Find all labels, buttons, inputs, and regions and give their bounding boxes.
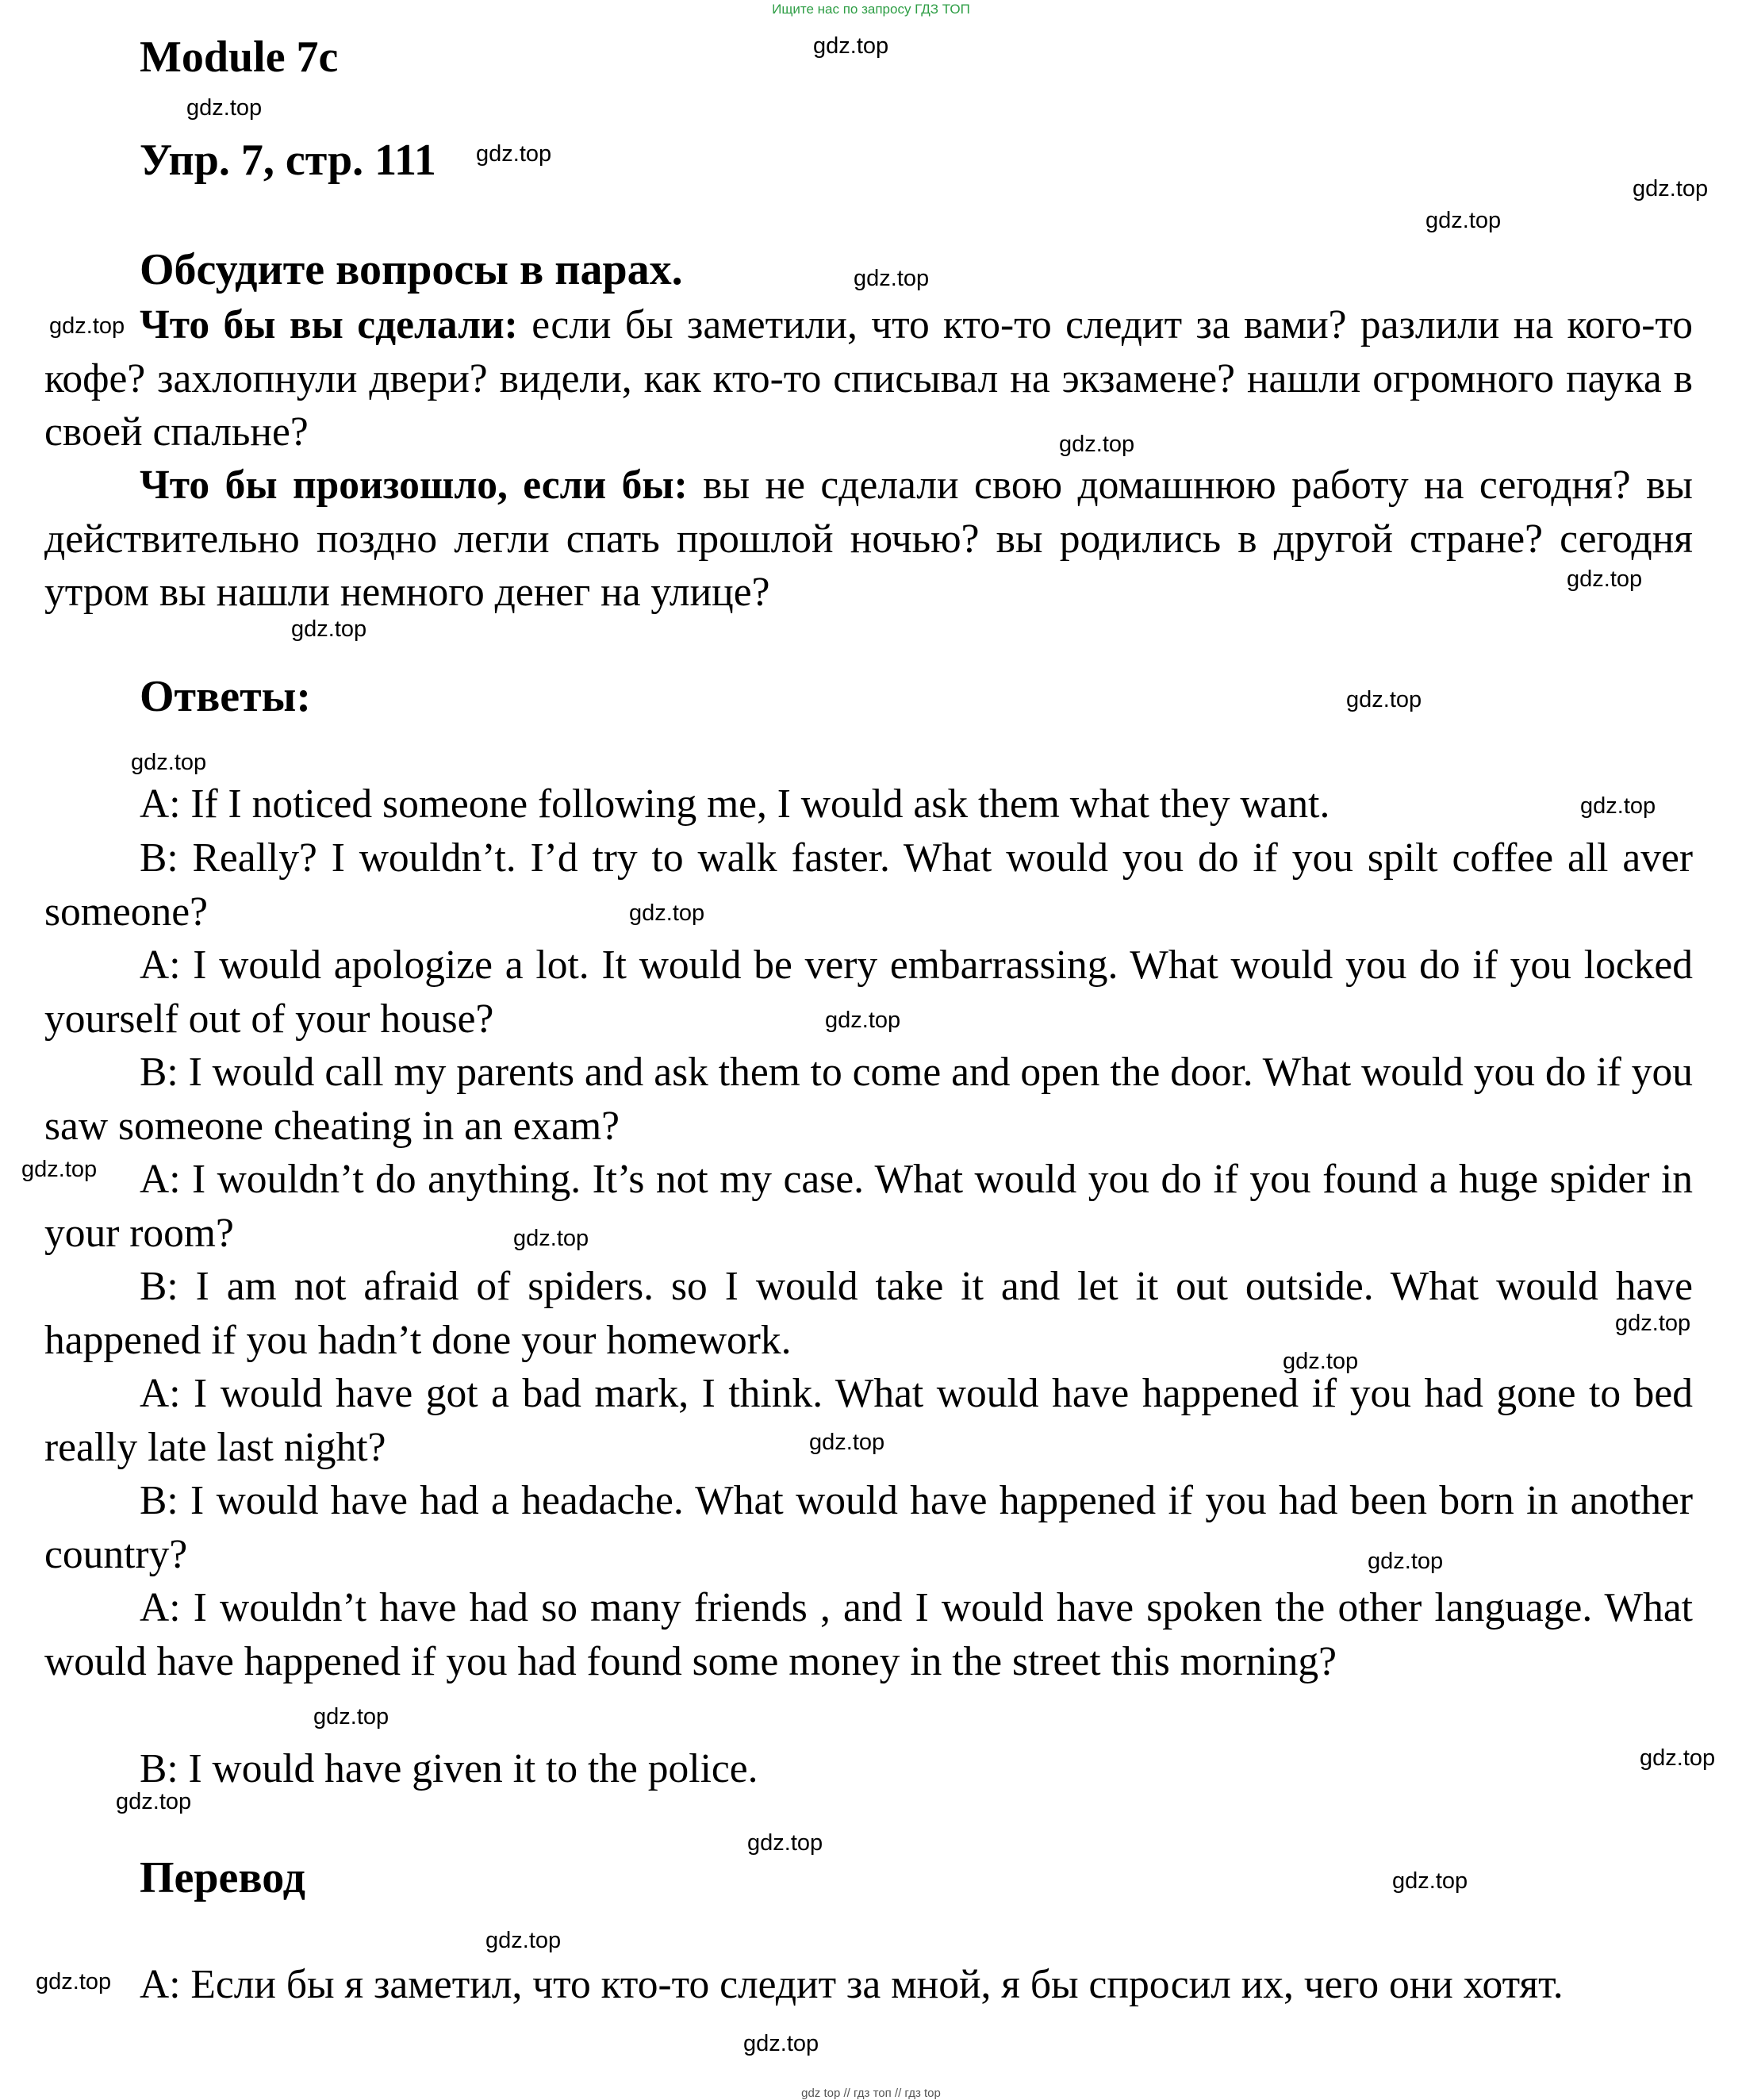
answer-line: B: Really? I wouldn’t. I’d try to walk faster. What would you do if you spilt coffee all aver someone? — [44, 835, 1693, 935]
answer-line: A: I would have got a bad mark, I think. What would have happened if you had gone to bed really late last night? — [44, 1371, 1693, 1470]
exercise-reference: Упр. 7, стр. 111 — [140, 136, 436, 185]
task-heading: Обсудите вопросы в парах. — [140, 245, 683, 294]
watermark: gdz.top — [1425, 208, 1502, 233]
watermark: gdz.top — [1615, 1311, 1691, 1336]
watermark: gdz.top — [1346, 687, 1422, 712]
watermark: gdz.top — [116, 1789, 192, 1814]
answer-line: B: I would have given it to the police. — [140, 1746, 758, 1791]
answer-line: A: I would apologize a lot. It would be very embarrassing. What would you do if you locked yourself out of your house? — [44, 943, 1693, 1042]
watermark: gdz.top — [1633, 176, 1709, 202]
watermark: gdz.top — [476, 141, 552, 167]
watermark: gdz.top — [1567, 566, 1643, 592]
watermark: gdz.top — [743, 2031, 819, 2056]
watermark: gdz.top — [813, 33, 889, 59]
watermark: gdz.top — [1392, 1868, 1468, 1894]
watermark: gdz.top — [291, 616, 367, 642]
answer-line: A: If I noticed someone following me, I would ask them what they want. — [140, 781, 1330, 827]
task-question-2-lead: Что бы произошло, если бы: — [140, 463, 688, 508]
watermark: gdz.top — [747, 1830, 823, 1856]
watermark: gdz.top — [485, 1928, 562, 1953]
watermark: gdz.top — [513, 1226, 589, 1251]
answer-line: B: I would have had a headache. What would have happened if you had been born in another country? — [44, 1478, 1693, 1577]
watermark: gdz.top — [1368, 1549, 1444, 1574]
answer-line: A: I wouldn’t have had so many friends , and I would have spoken the other language. What would have happened if you had found some money in the street this morning? — [44, 1585, 1693, 1684]
watermark: gdz.top — [1059, 432, 1135, 457]
watermark: gdz.top — [49, 313, 125, 339]
task-question-1-text: если бы заметили, что кто-то следит за вами? разлили на кого-то кофе? захлопнули двери? видели, как кто-то списывал на экзамене? нашли огромного паука в своей спальне? — [44, 302, 1693, 455]
watermark: gdz.top — [1640, 1745, 1716, 1771]
answer-line: B: I would call my parents and ask them to come and open the door. What would you do if you saw someone cheating in an exam? — [44, 1050, 1693, 1149]
translation-heading: Перевод — [140, 1853, 305, 1902]
watermark: gdz.top — [186, 95, 263, 121]
watermark: gdz.top — [21, 1157, 98, 1182]
watermark: gdz.top — [313, 1704, 389, 1730]
module-title: Module 7c — [140, 33, 339, 82]
watermark: gdz.top — [854, 266, 930, 291]
footer-links[interactable]: gdz top // гдз топ // гдз top — [801, 2087, 941, 2100]
watermark: gdz.top — [1580, 793, 1656, 819]
task-question-1 — [44, 298, 1693, 459]
translation-line: A: Если бы я заметил, что кто-то следит за мной, я бы спросил их, чего они хотят. — [140, 1962, 1564, 2007]
task-question-2-text: вы не сделали свою домашнюю работу на сегодня? вы действительно поздно легли спать прошлой ночью? вы родились в другой стране? сегодня утром вы нашли немного денег на улице? — [44, 463, 1693, 615]
answers-heading: Ответы: — [140, 672, 312, 721]
watermark: gdz.top — [809, 1430, 885, 1455]
task-question-1-lead: Что бы вы сделали: — [140, 302, 518, 347]
watermark: gdz.top — [131, 750, 207, 775]
watermark: gdz.top — [629, 900, 705, 926]
top-banner[interactable]: Ищите нас по запросу ГДЗ ТОП — [772, 2, 970, 17]
answer-line: B: I am not afraid of spiders. so I would take it and let it out outside. What would have happened if you hadn’t done your homework. — [44, 1264, 1693, 1363]
watermark: gdz.top — [36, 1969, 112, 1994]
watermark: gdz.top — [1283, 1349, 1359, 1374]
watermark: gdz.top — [825, 1008, 901, 1033]
answer-line: A: I wouldn’t do anything. It’s not my case. What would you do if you found a huge spider in your room? — [44, 1157, 1693, 1256]
task-question-2 — [44, 459, 1693, 620]
